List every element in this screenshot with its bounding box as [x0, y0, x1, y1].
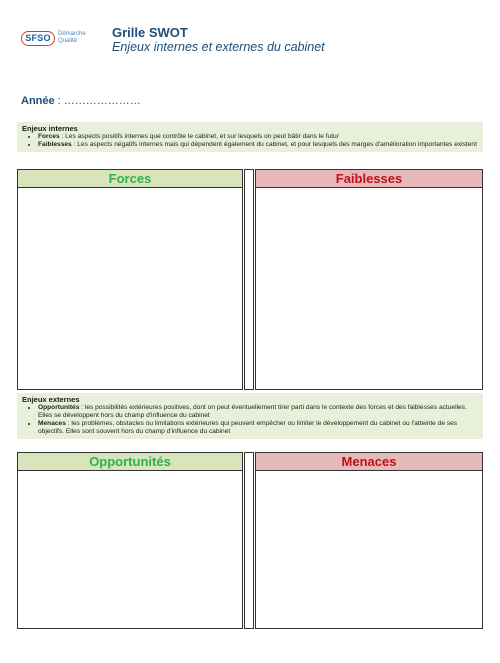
- year-blank[interactable]: …………………: [63, 95, 141, 107]
- column-separator: [244, 169, 254, 390]
- internal-issues-note: [17, 122, 483, 152]
- item-text: : Les aspects négatifs internes mais qui dépendent également du cabinet, et pour lesquels des marges d'amélioration importantes existent: [71, 141, 477, 148]
- weaknesses-header: Faiblesses: [256, 170, 482, 188]
- threats-header: Menaces: [256, 453, 482, 471]
- external-issues-note: [17, 393, 483, 439]
- external-swot-grid: [17, 452, 483, 629]
- list-item: [38, 133, 478, 141]
- threats-input-area[interactable]: [256, 471, 482, 628]
- opportunities-header: Opportunités: [18, 453, 242, 471]
- internal-issues-heading: Enjeux internes: [22, 124, 78, 133]
- weaknesses-column: [255, 169, 483, 390]
- threats-column: [255, 452, 483, 629]
- item-text: : Les aspects positifs internes que contrôle le cabinet, et sur lesquels on peut bâtir dans le futur: [59, 133, 339, 140]
- list-item: [38, 404, 478, 420]
- logo-caption-line2: Qualité: [58, 38, 78, 44]
- list-item: [38, 420, 478, 436]
- page-title: Grille SWOT: [112, 25, 188, 40]
- year-label: Année: [21, 95, 55, 107]
- item-term: Faiblesses: [38, 141, 72, 148]
- item-term: Opportunités: [38, 404, 80, 411]
- logo-caption-line1: Démarche: [58, 31, 86, 37]
- sfso-logo-badge: [21, 31, 55, 46]
- logo-caption: [58, 31, 86, 45]
- column-separator: [244, 452, 254, 629]
- list-item: [38, 141, 478, 149]
- forces-header: Forces: [18, 170, 242, 188]
- opportunities-input-area[interactable]: [18, 471, 242, 628]
- item-text: : les problèmes, obstacles ou limitations extérieures qui peuvent empêcher ou limiter le développement du cabinet ou l'atteinte de ses objectifs. Elles sont souvent hors du champ d'influence du cabinet: [38, 420, 458, 435]
- year-separator: :: [54, 95, 64, 107]
- item-term: Menaces: [38, 420, 66, 427]
- opportunities-column: [17, 452, 243, 629]
- item-term: Forces: [38, 133, 60, 140]
- sfso-logo-text: SFSO: [25, 33, 51, 43]
- year-field: [21, 95, 141, 107]
- external-issues-heading: Enjeux externes: [22, 395, 80, 404]
- forces-input-area[interactable]: [18, 188, 242, 389]
- page-subtitle: Enjeux internes et externes du cabinet: [112, 40, 325, 54]
- forces-column: [17, 169, 243, 390]
- sfso-logo: [21, 27, 91, 51]
- internal-swot-grid: [17, 169, 483, 390]
- internal-issues-list: [22, 133, 478, 149]
- item-text: : les possibilités extérieures positives, dont on peut éventuellement tirer parti dans le contexte des forces et des faiblesses actuelles. Elles se développent hors du champ d'influence du cabinet: [38, 404, 467, 419]
- external-issues-list: [22, 404, 478, 436]
- weaknesses-input-area[interactable]: [256, 188, 482, 389]
